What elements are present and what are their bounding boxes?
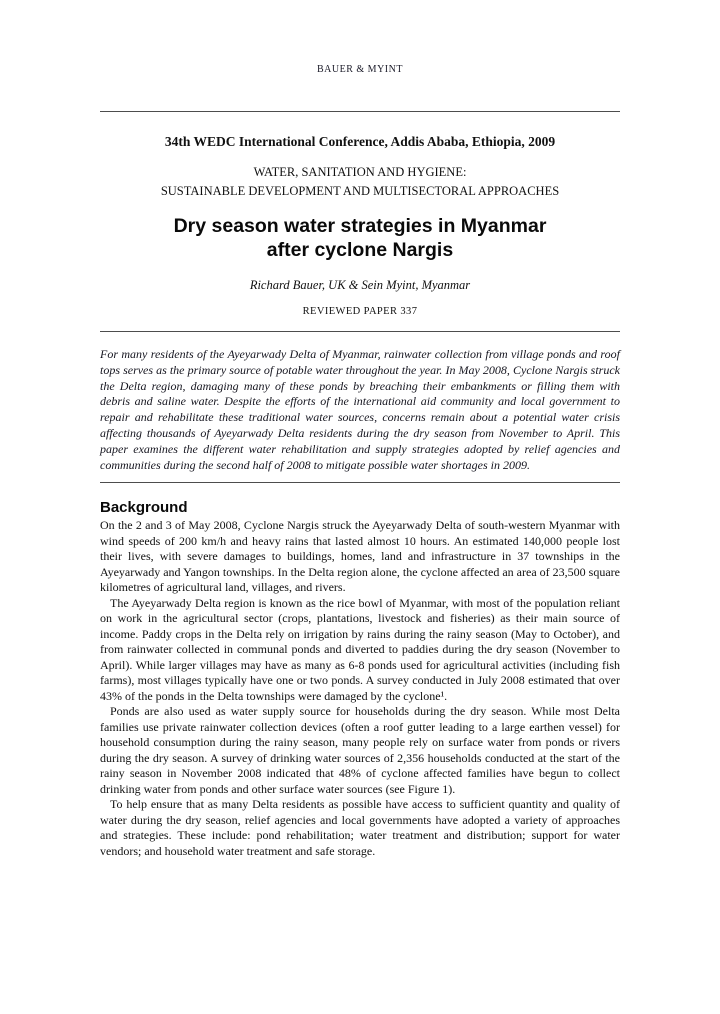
abstract-top-rule — [100, 331, 620, 332]
background-paragraph-2: The Ayeyarwady Delta region is known as the rice bowl of Myanmar, with most of the population reliant on work in the agricultural sector (crops, plantations, livestock and fisheries) as their main source of income. Paddy crops in the Delta rely on irrigation by rains during the rainy season (May to October), and from rainwater collected in communal ponds and diverted to paddies during the dry season (November to April). While larger villages may have as many as 6-8 ponds used for agricultural activities (including fish farms), most villages typically have one or two ponds. A survey conducted in July 2008 estimated that over 43% of the ponds in the Delta townships were damaged by the cyclone¹. — [100, 595, 620, 703]
conference-line: 34th WEDC International Conference, Addis Ababa, Ethiopia, 2009 — [164, 134, 556, 149]
background-paragraph-3: Ponds are also used as water supply source for households during the dry season. While most Delta families use private rainwater collection devices (often a roof gutter leading to a large earthen vessel) for household consumption during the rainy season, many people rely on surface water from ponds or rivers during the dry season. A survey of drinking water sources of 2,356 households conducted at the start of the rainy season in November 2008 indicated that 48% of cyclone affected families have begun to collect drinking water from ponds and other surface water sources (see Figure 1). — [100, 704, 620, 796]
page-content — [100, 0, 620, 859]
conference-theme — [100, 163, 620, 201]
abstract-text: For many residents of the Ayeyarwady Delta of Myanmar, rainwater collection from village ponds and roof tops serves as the primary source of potable water throughout the year. In May 2008, Cyclone Nargis struck the Delta region, damaging many of these ponds by breaching their embankments or filling them with debris and saline water. Despite the efforts of the international aid community and local government to repair and rehabilitate these traditional water sources, concerns remain about a potential water crisis affecting thousands of Ayeyarwady Delta residents during the dry season from November to April. This paper examines the different water rehabilitation and supply strategies adopted by relief agencies and communities during the second half of 2008 to mitigate possible water shortages in 2009. — [100, 347, 620, 472]
background-paragraph-1: On the 2 and 3 of May 2008, Cyclone Nargis struck the Ayeyarwady Delta of south-western Myanmar with wind speeds of 200 km/h and heavy rains that lasted almost 10 hours. An estimated 140,000 people lost their lives, with severe damages to buildings, homes, land and infrastructure in 37 townships in the Ayeyarwady and Yangon townships. In the Delta region alone, the cyclone affected an area of 23,500 square kilometres of agricultural land, villages, and rivers. — [100, 518, 620, 595]
abstract-bottom-rule — [100, 482, 620, 483]
theme-line-1: WATER, SANITATION AND HYGIENE: — [253, 165, 467, 179]
background-paragraph-4: To help ensure that as many Delta residents as possible have access to sufficient quantity and quality of water during the dry season, relief agencies and local governments have adopted a variety of approaches and strategies. These include: pond rehabilitation; water treatment and distribution; support for water vendors; and household water treatment and safe storage. — [100, 797, 620, 858]
theme-line-2: SUSTAINABLE DEVELOPMENT AND MULTISECTORAL APPROACHES — [160, 184, 560, 198]
authors-line: Richard Bauer, UK & Sein Myint, Myanmar — [249, 278, 471, 292]
header-rule — [100, 111, 620, 112]
running-header: BAUER & MYINT — [317, 64, 403, 75]
paper-title — [100, 214, 620, 262]
paper-title-line-2: after cyclone Nargis — [266, 239, 454, 261]
paper-title-line-1: Dry season water strategies in Myanmar — [173, 215, 547, 237]
section-heading-background: Background — [100, 499, 188, 517]
reviewed-paper-label: REVIEWED PAPER 337 — [302, 306, 418, 317]
